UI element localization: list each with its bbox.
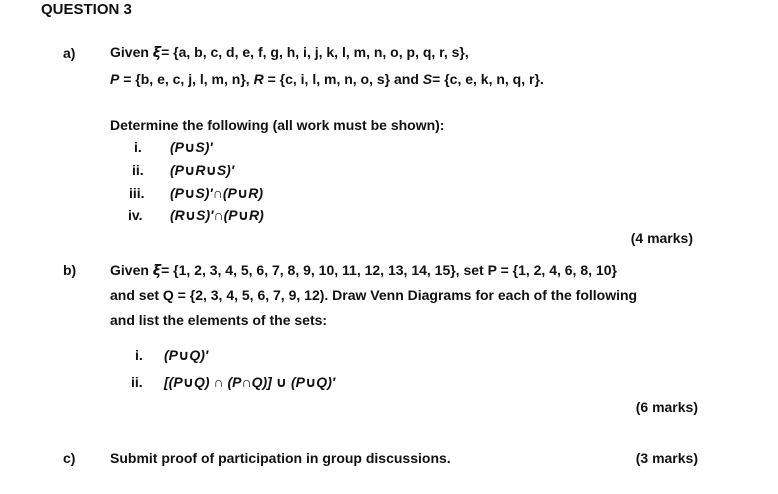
part-a-item-4-num: iv. <box>128 207 143 223</box>
part-a-universal-set: = {a, b, c, d, e, f, g, h, i, j, k, l, m, n, o, p, q, r, s}, <box>161 44 469 60</box>
part-b-item-1-expr: (P∪Q)′ <box>164 347 209 363</box>
set-r-elements: = {c, i, l, m, n, o, s} and <box>263 71 423 87</box>
part-a-given-text: Given <box>110 44 153 60</box>
part-a-item-2-expr: (P∪R∪S)′ <box>170 162 235 178</box>
part-b-universal-line <box>110 262 617 279</box>
question-title: QUESTION 3 <box>41 1 132 18</box>
part-b-label: b) <box>63 262 77 278</box>
set-s-name: S <box>422 71 433 87</box>
part-a-item-3-num: iii. <box>129 185 145 201</box>
part-b-item-1-num: i. <box>135 347 143 363</box>
part-c-marks: (3 marks) <box>635 450 698 466</box>
part-a-item-2-num: ii. <box>132 162 144 178</box>
part-a-item-4-expr: (R∪S)′∩(P∪R) <box>170 207 264 223</box>
part-a-universal-line <box>110 44 469 61</box>
part-a-instruction: Determine the following (all work must be shown): <box>110 117 445 133</box>
part-a-item-3-expr: (P∪S)′∩(P∪R) <box>170 185 263 201</box>
universal-set-symbol: ξ <box>152 45 162 61</box>
set-s-elements: = {c, e, k, n, q, r}. <box>432 71 544 87</box>
part-a-sets-line <box>110 71 544 87</box>
part-a-item-1-num: i. <box>134 139 142 155</box>
part-b-sets-text: = {1, 2, 3, 4, 5, 6, 7, 8, 9, 10, 11, 12, 13, 14, 15}, set P = {1, 2, 4, 6, 8, 10} <box>161 262 617 278</box>
part-b-set-q-line: and set Q = {2, 3, 4, 5, 6, 7, 9, 12). Draw Venn Diagrams for each of the following <box>110 287 638 303</box>
part-a-item-1-expr: (P∪S)′ <box>170 139 213 155</box>
set-p-name: P <box>110 71 120 87</box>
part-c-text: Submit proof of participation in group discussions. <box>110 450 451 466</box>
part-a-label: a) <box>63 45 76 61</box>
part-b-item-2-num: ii. <box>131 374 143 390</box>
part-b-item-2-expr: [(P∪Q) ∩ (P∩Q)] ∪ (P∪Q)′ <box>164 374 336 390</box>
part-b-given-text: Given <box>110 262 153 278</box>
set-r-name: R <box>253 71 264 87</box>
part-c-label: c) <box>63 450 76 466</box>
part-a-marks: (4 marks) <box>630 230 693 246</box>
part-b-instruction: and list the elements of the sets: <box>110 312 328 328</box>
part-b-marks: (6 marks) <box>635 399 698 415</box>
set-p-elements: = {b, e, c, j, l, m, n}, <box>119 71 254 87</box>
universal-set-symbol: ξ <box>152 263 162 279</box>
